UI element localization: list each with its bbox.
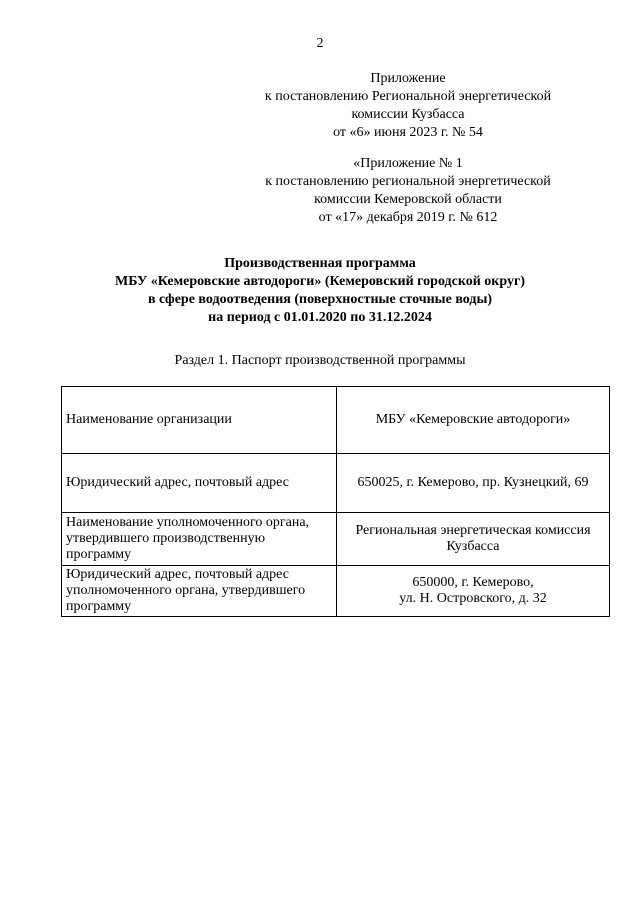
row-label: Юридический адрес, почтовый адрес (62, 454, 337, 513)
section-heading: Раздел 1. Паспорт производственной программы (174, 353, 466, 368)
table-row (62, 387, 610, 454)
row-label: Наименование уполномоченного органа, утвердившего производственную программу (62, 513, 337, 566)
passport-table (61, 386, 610, 617)
appendix-original-line: к постановлению региональной энергетической (265, 174, 551, 189)
document-title (0, 255, 640, 327)
row-value: 650025, г. Кемерово, пр. Кузнецкий, 69 (337, 454, 610, 513)
table-row (62, 454, 610, 513)
appendix-current-line: к постановлению Региональной энергетической (264, 89, 552, 104)
title-line: МБУ «Кемеровские автодороги» (Кемеровский городской округ) (114, 274, 525, 289)
title-line: в сфере водоотведения (поверхностные сточные воды) (147, 292, 493, 307)
row-label: Наименование организации (62, 387, 337, 454)
appendix-current-line: Приложение (370, 71, 446, 86)
title-line: на период с 01.01.2020 по 31.12.2024 (208, 310, 432, 325)
row-value (337, 566, 610, 617)
appendix-original-line: «Приложение № 1 (353, 156, 463, 171)
row-value-line: ул. Н. Островского, д. 32 (399, 591, 547, 606)
row-value: МБУ «Кемеровские автодороги» (337, 387, 610, 454)
page-number: 2 (316, 36, 324, 51)
appendix-original-header (228, 155, 588, 227)
appendix-original-line: комиссии Кемеровской области (314, 192, 502, 207)
title-line: Производственная программа (224, 256, 416, 271)
appendix-original-line: от «17» декабря 2019 г. № 612 (318, 210, 498, 225)
row-value: Региональная энергетическая комиссия Кузбасса (337, 513, 610, 566)
table-row (62, 566, 610, 617)
appendix-current-header (228, 70, 588, 142)
appendix-current-line: от «6» июня 2023 г. № 54 (333, 125, 483, 140)
appendix-current-line: комиссии Кузбасса (351, 107, 465, 122)
row-value-line: 650000, г. Кемерово, (412, 575, 534, 590)
table-row (62, 513, 610, 566)
row-label: Юридический адрес, почтовый адрес уполномоченного органа, утвердившего программу (62, 566, 337, 617)
